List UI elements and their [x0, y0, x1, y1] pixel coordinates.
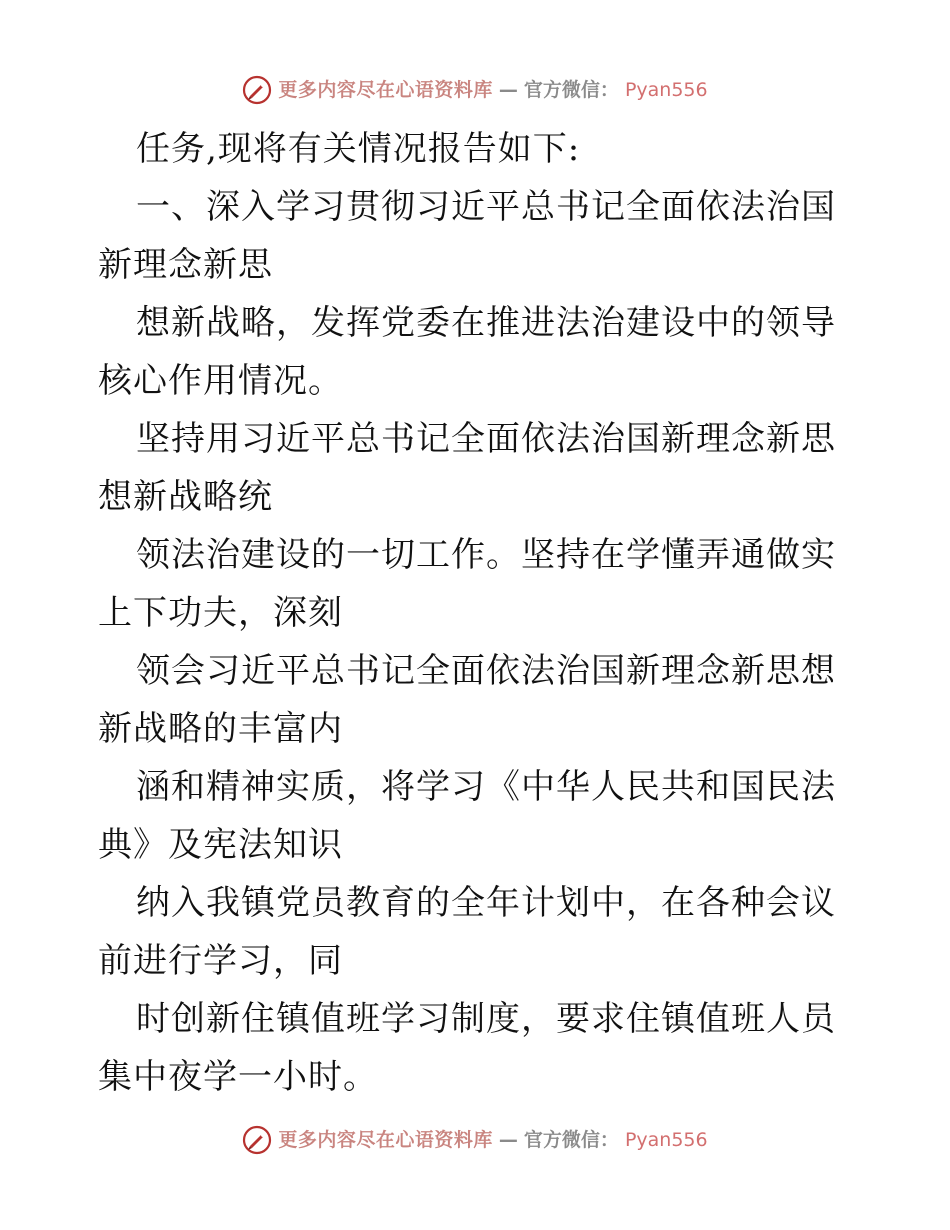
pen-logo-icon [242, 1125, 272, 1155]
footer-brand-text: 更多内容尽在心语资料库 [278, 1128, 493, 1151]
paragraph-1: 任务,现将有关情况报告如下: [136, 129, 581, 169]
footer-wechat-label: 官方微信： [523, 1128, 619, 1151]
paragraph-3: 想新战略，发挥党委在推进法治建设中的领导核心作用情况。 [98, 303, 836, 401]
header-dash: — [498, 78, 518, 101]
footer-wechat-id: Pyan556 [624, 1128, 708, 1151]
header-wechat-label: 官方微信： [523, 78, 619, 101]
paragraph-7: 涵和精神实质，将学习《中华人民共和国民法典》及宪法知识 [98, 767, 836, 865]
header-watermark [0, 70, 950, 110]
pen-logo-icon [242, 75, 272, 105]
paragraph-8: 纳入我镇党员教育的全年计划中，在各种会议前进行学习，同 [98, 883, 836, 981]
footer-dash: — [498, 1128, 518, 1151]
paragraph-4: 坚持用习近平总书记全面依法治国新理念新思想新战略统 [98, 419, 836, 517]
paragraph-5: 领法治建设的一切工作。坚持在学懂弄通做实上下功夫，深刻 [98, 535, 836, 633]
paragraph-6: 领会习近平总书记全面依法治国新理念新思想新战略的丰富内 [98, 651, 836, 749]
header-brand-text: 更多内容尽在心语资料库 [278, 78, 493, 101]
header-wechat-id: Pyan556 [624, 78, 708, 101]
paragraph-2: 一、深入学习贯彻习近平总书记全面依法治国新理念新思 [98, 187, 836, 285]
document-body [98, 120, 858, 1106]
paragraph-9: 时创新住镇值班学习制度，要求住镇值班人员集中夜学一小时。 [98, 999, 836, 1097]
footer-watermark [0, 1120, 950, 1160]
